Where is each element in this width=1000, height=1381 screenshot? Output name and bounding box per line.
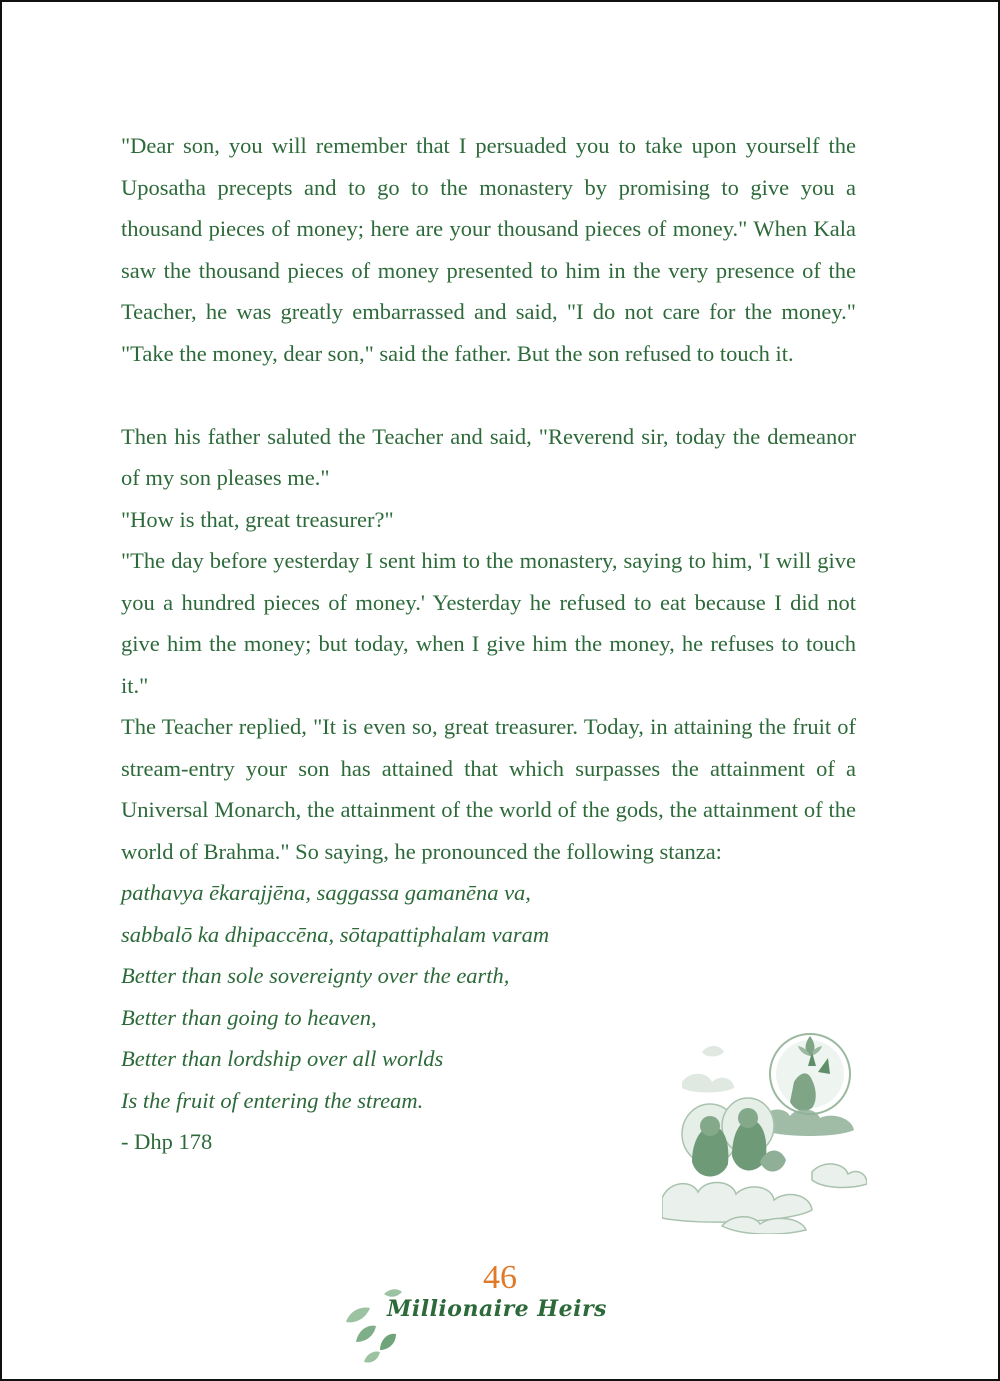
verse-english-line: Better than lordship over all worlds bbox=[121, 1046, 444, 1071]
verse-english-line: Is the fruit of entering the stream. bbox=[121, 1087, 424, 1113]
verse-pali-line: sabbalō ka dhipaccēna, sōtapattiphalam varam bbox=[121, 921, 550, 947]
verse-english-line: Better than going to heaven, bbox=[121, 1004, 377, 1030]
paragraph-question: "How is that, great treasurer?" bbox=[121, 506, 394, 532]
paragraph-money-offer: "Dear son, you will remember that I persuaded you to take upon yourself the Uposatha precepts and to go to the monastery by promising to give you a thousand pieces of money; here are your thousand pieces of money." When Kala saw the thousand pieces of money presented to him in the very presence of the Teacher, he was greatly embarrassed and said, "I do not care for the money." "Take the money, dear son," said the father. But the son refused to touch it. bbox=[121, 133, 856, 366]
buddha-teaching-illustration-icon bbox=[662, 1022, 867, 1234]
paragraph-father-salutes: Then his father saluted the Teacher and said, "Reverend sir, today the demeanor of my son pleases me." bbox=[121, 423, 856, 490]
paragraph-gap bbox=[121, 374, 856, 416]
verse-pali-line: pathavya ēkarajjēna, saggassa gamanēna va, bbox=[121, 880, 531, 905]
page-number: 46 bbox=[483, 1259, 517, 1296]
body-text bbox=[121, 125, 856, 1163]
verse-english-line: Better than sole sovereignty over the earth, bbox=[121, 963, 510, 988]
paragraph-father-explains: "The day before yesterday I sent him to the monastery, saying to him, 'I will give you a hundred pieces of money.' Yesterday he refused to eat because I did not give him the money; but today, when I give him the money, he refuses to touch it." bbox=[121, 548, 856, 698]
book-title: Millionaire Heirs bbox=[387, 1296, 607, 1322]
paragraph-teacher-replies: The Teacher replied, "It is even so, great treasurer. Today, in attaining the fruit of stream-entry your son has attained that which surpasses the attainment of a Universal Monarch, the attainment of the world of the gods, the attainment of the world of Brahma." So saying, he pronounced the following stanza: bbox=[121, 714, 856, 864]
verse-citation: - Dhp 178 bbox=[121, 1129, 213, 1154]
